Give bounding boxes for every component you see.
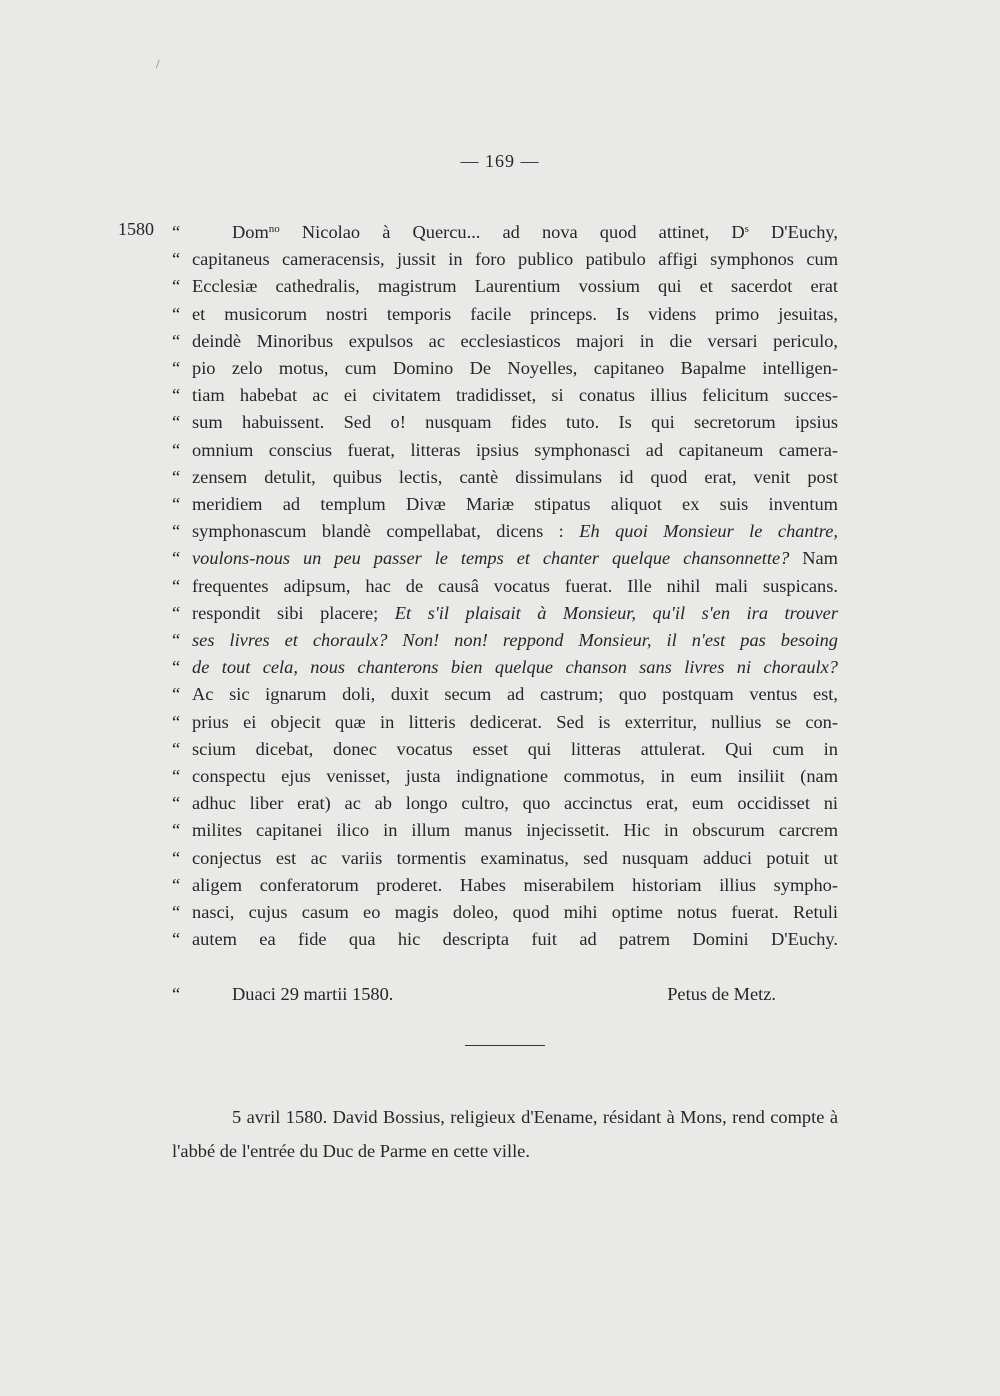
line-text: frequentes adipsum, hac de causâ vocatus fuerat. Ille nihil mali suspicans. xyxy=(192,575,838,596)
quote-mark: “ xyxy=(172,412,181,433)
text-run: D'Euchy, xyxy=(748,222,838,242)
line-text: autem ea fide qua hic descripta fuit ad patrem Domini D'Euchy. xyxy=(192,929,838,950)
separator-rule xyxy=(465,1045,545,1046)
superscript: s xyxy=(744,223,749,235)
place-date: Duaci 29 martii 1580. xyxy=(232,984,394,1004)
quote-mark: “ xyxy=(172,984,181,1004)
quote-mark: “ xyxy=(172,466,181,487)
line-text: prius ei objecit quæ in litteris dedicerat. Sed is exterritur, nullius se con- xyxy=(192,711,838,732)
letter-line xyxy=(172,437,838,464)
letter-line xyxy=(172,627,838,654)
quote-mark: “ xyxy=(172,303,181,324)
letter-line xyxy=(172,654,838,681)
letter-line xyxy=(172,763,838,790)
line-text: pio zelo motus, cum Domino De Noyelles, capitaneo Bapalme intelligen- xyxy=(192,358,838,378)
line-text xyxy=(192,518,838,545)
letter-line xyxy=(172,817,838,844)
letter-line xyxy=(172,790,838,817)
line-text xyxy=(232,219,838,246)
line-text: et musicorum nostri temporis facile princeps. Is videns primo jesuitas, xyxy=(192,303,838,324)
letter-line xyxy=(172,545,838,572)
letter-line xyxy=(172,926,838,953)
page-number: — 169 — xyxy=(460,151,540,171)
text-run: symphonascum blandè compellabat, dicens : xyxy=(192,521,580,542)
quote-mark: “ xyxy=(172,711,181,732)
line-text: capitaneus cameracensis, jussit in foro publico patibulo affigi symphonos cum xyxy=(192,249,838,270)
quote-mark: “ xyxy=(172,494,181,514)
letter-line xyxy=(172,464,838,491)
quote-mark: “ xyxy=(172,630,181,650)
letter-line xyxy=(172,355,838,382)
line-text: deindè Minoribus expulsos ac ecclesiasticos majori in die versari periculo, xyxy=(192,330,838,351)
letter-line xyxy=(172,573,838,600)
line-text xyxy=(192,545,838,572)
line-text xyxy=(192,654,838,681)
quote-mark: “ xyxy=(172,738,181,759)
closing-line xyxy=(172,981,836,1008)
text-run: respondit sibi placere; xyxy=(192,602,395,623)
italic-text: Et s'il plaisait à Monsieur, qu'il s'en ira trouver xyxy=(394,602,838,623)
italic-text: voulons-nous un peu passer le temps et chanter quelque chansonnette? xyxy=(192,548,790,569)
line-text: meridiem ad templum Divæ Mariæ stipatus aliquot ex suis inventum xyxy=(192,494,838,514)
line-text: Ac sic ignarum doli, duxit secum ad castrum; quo postquam ventus est, xyxy=(192,684,838,705)
line-text: nasci, cujus casum eo magis doleo, quod mihi optime notus fuerat. Retuli xyxy=(192,902,838,922)
letter-line xyxy=(172,328,838,355)
quote-mark: “ xyxy=(172,684,181,705)
quote-mark: “ xyxy=(172,330,181,351)
quote-mark: “ xyxy=(172,929,181,950)
quote-mark: “ xyxy=(172,439,181,460)
line-text: conjectus est ac variis tormentis examinatus, sed nusquam adduci potuit ut xyxy=(192,847,838,868)
letter-line xyxy=(172,382,838,409)
line-text xyxy=(192,627,838,654)
quote-mark: “ xyxy=(172,222,181,242)
letter-line xyxy=(172,491,838,518)
line-text: sum habuissent. Sed o! nusquam fides tuto. Is qui secretorum ipsius xyxy=(192,412,838,433)
letter-line xyxy=(172,709,838,736)
quote-mark: “ xyxy=(172,847,181,868)
letter-line xyxy=(172,518,838,545)
text-run: Nicolao à Quercu... ad nova quod attinet, D xyxy=(279,222,745,242)
letter-line xyxy=(172,301,838,328)
line-text: scium dicebat, donec vocatus esset qui litteras attulerat. Qui cum in xyxy=(192,738,838,759)
letter-line xyxy=(172,736,838,763)
quote-mark: “ xyxy=(172,575,181,596)
corner-mark: / xyxy=(156,56,160,71)
quote-mark: “ xyxy=(172,602,181,623)
text-run: Nam xyxy=(789,548,838,569)
quote-mark: “ xyxy=(172,521,181,542)
italic-text: de tout cela, nous chanterons bien quelque chanson sans livres ni choraulx? xyxy=(192,657,838,678)
italic-text: ses livres et choraulx? Non! non! reppond Monsieur, il n'est pas besoing xyxy=(192,630,838,650)
text-run: Dom xyxy=(232,222,269,242)
letter-line xyxy=(172,845,838,872)
letter-line xyxy=(172,899,838,926)
document-summary: 5 avril 1580. David Bossius, religieux d'Eename, résidant à Mons, rend compte à l'abbé de l'entrée du Duc de Parme en cette ville. xyxy=(172,1107,838,1161)
letter-line xyxy=(172,409,838,436)
line-text: Ecclesiæ cathedralis, magistrum Laurentium vossium qui et sacerdot erat xyxy=(192,276,838,297)
letter-line xyxy=(172,273,838,300)
letter-line xyxy=(172,219,838,246)
margin-year: 1580 xyxy=(118,219,154,239)
line-text: zensem detulit, quibus lectis, cantè dissimulans id quod erat, venit post xyxy=(192,466,838,487)
quote-mark: “ xyxy=(172,276,181,297)
line-text: conspectu ejus venisset, justa indignatione commotus, in eum insiliit (nam xyxy=(192,766,838,786)
line-text: aligem conferatorum proderet. Habes miserabilem historiam illius sympho- xyxy=(192,874,838,895)
line-text: milites capitanei ilico in illum manus injecissetit. Hic in obscurum carcrem xyxy=(192,820,838,841)
line-text: adhuc liber erat) ac ab longo cultro, quo accinctus erat, eum occidisset ni xyxy=(192,793,838,814)
letter-line xyxy=(172,600,838,627)
quote-mark: “ xyxy=(172,657,181,678)
italic-text: Eh quoi Monsieur le chantre, xyxy=(579,521,838,542)
letter-line xyxy=(172,246,838,273)
quote-mark: “ xyxy=(172,385,181,406)
quote-mark: “ xyxy=(172,793,181,814)
quote-mark: “ xyxy=(172,249,181,270)
quote-mark: “ xyxy=(172,902,181,922)
quote-mark: “ xyxy=(172,358,181,378)
line-text: tiam habebat ac ei civitatem tradidisset, si conatus illius felicitum succes- xyxy=(192,385,838,406)
letter-line xyxy=(172,872,838,899)
quote-mark: “ xyxy=(172,548,181,569)
line-text: omnium conscius fuerat, litteras ipsius symphonasci ad capitaneum camera- xyxy=(192,439,838,460)
line-text xyxy=(192,600,838,627)
superscript: no xyxy=(268,223,280,235)
letter-line xyxy=(172,681,838,708)
quote-mark: “ xyxy=(172,820,181,841)
quote-mark: “ xyxy=(172,874,181,895)
signature: Petus de Metz. xyxy=(667,984,776,1004)
quote-mark: “ xyxy=(172,766,181,786)
